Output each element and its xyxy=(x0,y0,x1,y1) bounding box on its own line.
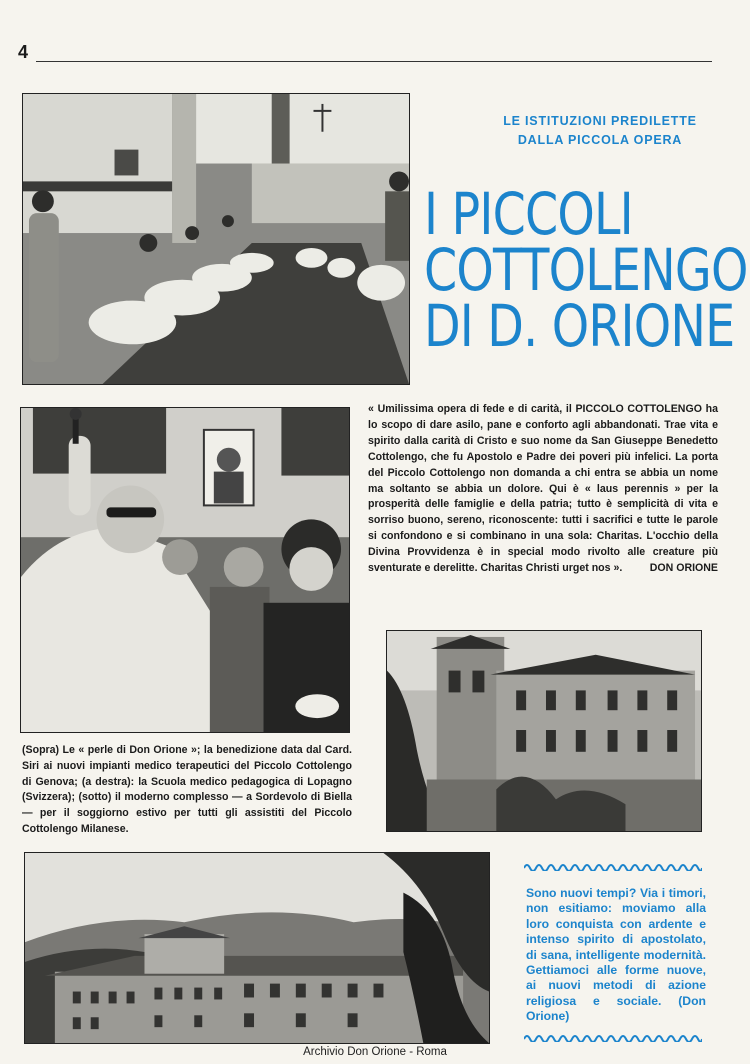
photo-villa-lopagno xyxy=(386,630,702,832)
don-orione-quote xyxy=(368,402,718,577)
header-rule xyxy=(36,61,712,62)
kicker-line-2: DALLA PICCOLA OPERA xyxy=(517,133,683,147)
quote-text: « Umilissima opera di fede e di carità, il PICCOLO COTTOLENGO ha lo scopo di dare asilo, pane e conforto agli abbandonati. Trae vita e spirito dalla carità di Cristo e suo nome da San Giuseppe Benedetto Cottolengo, che fu Apostolo e Padre dei poveri più infelici. La porta del Piccolo Cottolengo non domanda a chi entra se abbia un nome ma soltanto se abbia un dolore. Qui è « laus perennis » per la prosperità delle famiglie e della patria; tutto è semplicità di vita e sorriso buono, sereno, riconoscente: tutti i sacrifici e tutte le parole si confondono e si combinano in una sola: Charitas. L'occhio della Divina Provvidenza è in special modo rivolto alle creature più sventurate e derelitte. Charitas Christi urget nos ». xyxy=(368,403,718,575)
wave-divider-top xyxy=(524,861,702,871)
headline-line-1: I PICCOLI xyxy=(424,180,633,248)
photo-benediction xyxy=(20,407,350,733)
section-kicker xyxy=(470,112,730,150)
archive-footer: Archivio Don Orione - Roma xyxy=(303,1046,447,1058)
headline-line-2: COTTOLENGO xyxy=(424,236,748,304)
photo-caption: (Sopra) Le « perle di Don Orione »; la benedizione data dal Card. Siri ai nuovi impianti medico terapeutici del Piccolo Cottolengo di Genova; (a destra): la Scuola medico pedagogica di Lopagno (Svizzera); (sotto) il moderno complesso — a Sordevolo di Biella — per il soggiorno estivo per tutti gli assistiti del Piccolo Cottolengo Milanese. xyxy=(22,744,352,835)
don-orione-exhortation: Sono nuovi tempi? Via i timori, non esitiamo: moviamo alla loro conquista con ardente e intenso spirito di apostolato, di sana, intelligente modernità. Gettiamoci alle forme nuove, ai nuovi metodi di azione religiosa e sociale. (Don Orione) xyxy=(526,886,706,1024)
page-number: 4 xyxy=(18,42,29,62)
quote-signature: DON ORIONE xyxy=(649,562,718,575)
wave-divider-bottom xyxy=(524,1032,702,1042)
headline xyxy=(424,180,748,360)
kicker-line-1: LE ISTITUZIONI PREDILETTE xyxy=(503,114,697,128)
photo-sordevolo-complex xyxy=(24,852,490,1044)
headline-line-3: DI D. ORIONE xyxy=(424,292,735,360)
photo-ward xyxy=(22,93,410,385)
